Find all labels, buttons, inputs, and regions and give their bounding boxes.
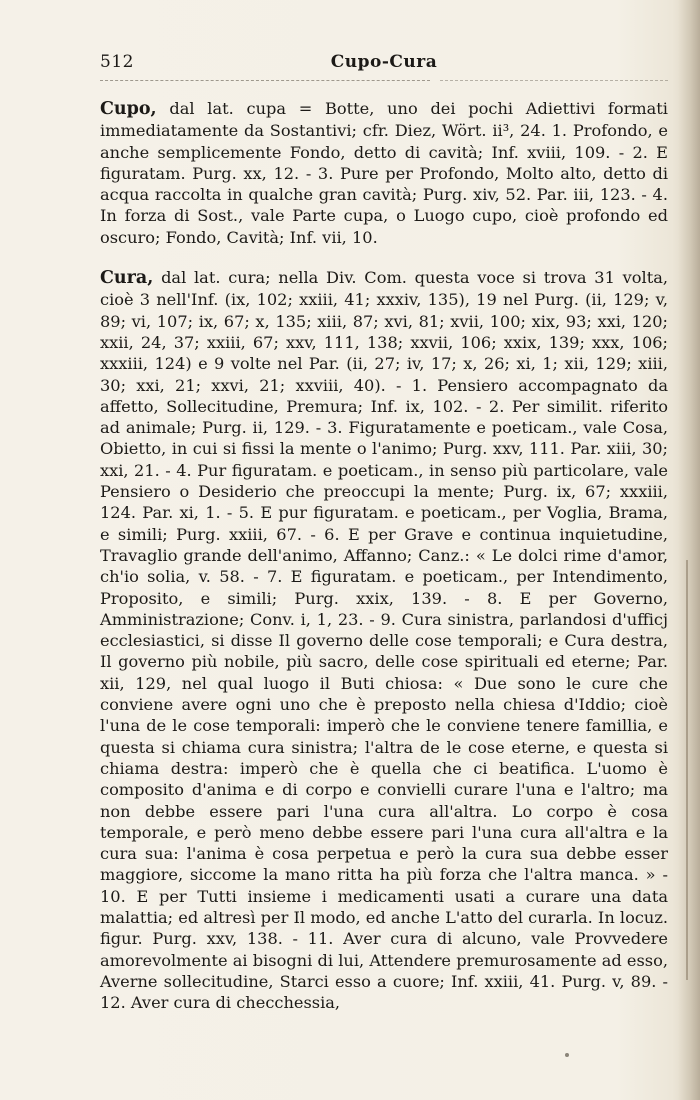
print-mark — [565, 1053, 569, 1057]
entry-cupo — [100, 98, 668, 248]
running-head: Cupo-Cura — [330, 52, 438, 72]
definition-cupo: dal lat. cupa = Botte, uno dei pochi Adiettivi formati immediatamente da Sostantivi; cfr. Diez, Wört. ii³, 24. 1. Profondo, e anche semplicemente Fondo, detto di cavità; Inf. xviii, 109. - 2. E figuratam. Purg. xx, 12. - 3. Pure per Profondo, Molto alto, detto di acqua raccolta in qualche gran cavità; Purg. xiv, 52. Par. iii, 123. - 4. In forza di Sost., vale Parte cupa, o Luogo cupo, cioè profondo ed oscuro; Fondo, Cavità; Inf. vii, 10. — [100, 99, 668, 247]
page-edge-shadow — [678, 0, 700, 1100]
page-number: 512 — [100, 52, 134, 72]
header-rule-right — [440, 80, 668, 81]
header-rule — [100, 80, 430, 81]
definition-cura: dal lat. cura; nella Div. Com. questa voce si trova 31 volta, cioè 3 nell'Inf. (ix, 102; xxiii, 41; xxxiv, 135), 19 nel Purg. (ii, 129; v, 89; vi, 107; ix, 67; x, 135; xiii, 87; xvi, 81; xvii, 100; xix, 93; xxi, 120; xxii, 24, 37; xxiii, 67; xxv, 111, 138; xxvii, 106; xxix, 139; xxx, 106; xxxiii, 124) e 9 volte nel Par. (ii, 27; iv, 17; x, 26; xi, 1; xii, 129; xiii, 30; xxi, 21; xxvi, 21; xxviii, 40). - 1. Pensiero accompagnato da affetto, Sollecitudine, Premura; Inf. ix, 102. - 2. Per similit. riferito ad animale; Purg. ii, 129. - 3. Figuratamente e poeticam., vale Cosa, Obietto, in cui si fissi la mente o l'animo; Purg. xxv, 111. Par. xiii, 30; xxi, 21. - 4. Pur figuratam. e poeticam., in senso più particolare, vale Pensiero o Desiderio che preoccupi la mente; Purg. ix, 67; xxxiii, 124. Par. xi, 1. - 5. E pur figuratam. e poeticam., per Voglia, Brama, e simili; Purg. xxiii, 67. - 6. E per Grave e continua inquietudine, Travaglio grande dell'animo, Affanno; Canz.: « Le dolci rime d'amor, ch'io solia, v. 58. - 7. E figuratam. e poeticam., per Intendimento, Proposito, e simili; Purg. xxix, 139. - 8. E per Governo, Amministrazione; Conv. i, 1, 23. - 9. Cura sinistra, parlandosi d'ufficj ecclesiastici, si disse Il governo delle cose temporali; e Cura destra, Il governo più nobile, più sacro, delle cose spirituali ed eterne; Par. xii, 129, nel qual luogo il Buti chiosa: « Due sono le cure che conviene avere ogni uno che è preposto nella chiesa d'Iddio; cioè l'una de le cose temporali: imperò che le conviene tenere famillia, e questa si chiama cura sinistra; l'altra de le cose eterne, e questa si chiama destra: imperò che è quella che ci beatifica. L'uomo è composito d'anima e di corpo e convielli curare l'una e l'altro; ma non debbe essere pari l'una cura all'altra. Lo corpo è cosa temporale, e però meno debbe essere pari l'una cura all'altra e la cura sua: l'anima è cosa perpetua e però la cura sua debbe esser maggiore, siccome la mano ritta ha più forza che l'altra manca. » - 10. E per Tutti insieme i medicamenti usati a curare una data malattia; ed altresì per Il modo, ed anche L'atto del curarla. In locuz. figur. Purg. xxv, 138. - 11. Aver cura di alcuno, vale Provvedere amorevolmente ai bisogni di lui, Attendere premurosamente ad esso, Averne sollecitudine, Starci esso a cuore; Inf. xxiii, 41. Purg. v, 89. - 12. Aver cura di checchessia, — [100, 268, 668, 1013]
headword-cupo: Cupo, — [100, 99, 157, 119]
page-body — [100, 98, 668, 1013]
headword-cura: Cura, — [100, 268, 154, 289]
page-edge-crease — [686, 560, 688, 980]
entry-cura — [100, 267, 668, 1013]
page-header — [100, 52, 668, 80]
